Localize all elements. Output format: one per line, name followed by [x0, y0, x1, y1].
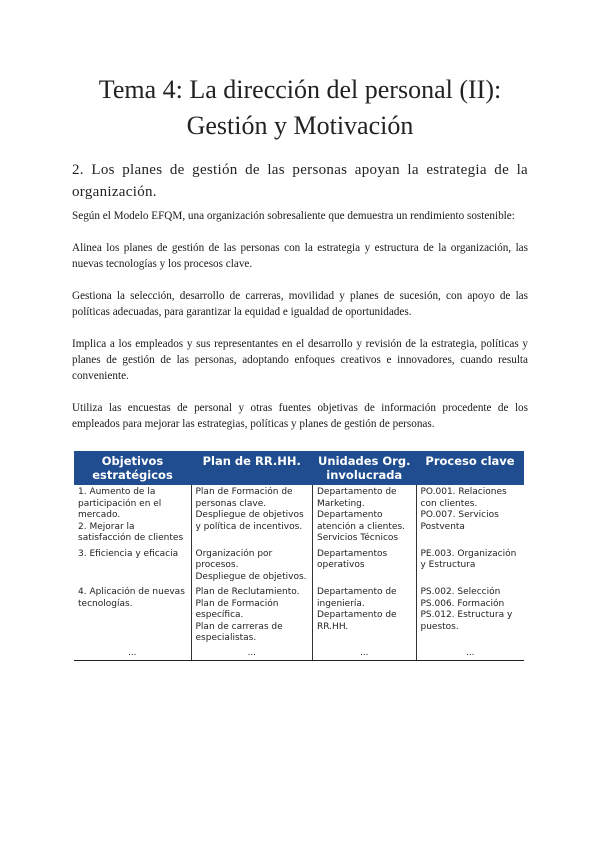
cell-unidades — [313, 485, 417, 548]
cell-objetivos — [74, 586, 191, 648]
header-plan-rrhh: Plan de RR.HH. — [191, 451, 313, 485]
cell-text: PE.003. Organización y Estructura — [420, 548, 517, 570]
cell-text: PS.002. Selección — [420, 587, 501, 597]
cell-text: Departamento atención a clientes. — [317, 510, 405, 532]
intro-paragraph: Según el Modelo EFQM, una organización sobresaliente que demuestra un rendimiento sostenible: — [72, 210, 515, 222]
title-line-2: Gestión y Motivación — [186, 111, 414, 140]
cell-text: 4. Aplicación de nuevas tecnologías. — [78, 587, 185, 609]
cell-unidades — [313, 548, 417, 587]
header-unidades: Unidades Org. involucrada — [313, 451, 417, 485]
page-title — [0, 72, 600, 144]
table-ellipsis-row — [74, 648, 524, 661]
ellipsis-cell: ... — [74, 648, 191, 661]
table-row — [74, 485, 524, 548]
cell-text: PO.007. Servicios Postventa — [420, 510, 499, 532]
cell-objetivos — [74, 485, 191, 548]
table-header-row — [74, 451, 524, 485]
table-body — [74, 485, 524, 660]
table-row — [74, 586, 524, 648]
paragraph-utiliza: Utiliza las encuestas de personal y otras fuentes objetivas de información procedente de los empleados para mejorar las estrategias, políticas y planes de gestión de personas. — [72, 402, 528, 430]
cell-text: Plan de Reclutamiento. — [195, 587, 300, 597]
cell-text: 3. Eficiencia y eficacia — [78, 548, 179, 559]
cell-text: Departamento de RR.HH. — [317, 610, 397, 632]
cell-text: Despliegue de objetivos. — [195, 571, 307, 582]
cell-text: Plan de carreras de especialistas. — [195, 621, 283, 643]
cell-proceso — [416, 586, 524, 648]
cell-plan-rrhh — [191, 586, 313, 648]
paragraph-alinea: Alinea los planes de gestión de las personas con la estrategia y estructura de la organización, las nuevas tecnologías y los procesos clave. — [72, 242, 528, 270]
cell-text: 1. Aumento de la participación en el mercado. — [78, 487, 162, 520]
ellipsis-cell: ... — [313, 648, 417, 661]
cell-unidades — [313, 586, 417, 648]
cell-text: Departamento de Marketing. — [317, 487, 397, 509]
section-heading: 2. Los planes de gestión de las personas apoyan la estrategia de la organización. — [72, 162, 528, 200]
cell-text: Plan de Formación específica. — [195, 598, 279, 620]
cell-text: Departamentos operativos — [317, 548, 388, 570]
cell-text: 2. Mejorar la satisfacción de clientes — [78, 521, 184, 543]
cell-text: PO.001. Relaciones con clientes. — [420, 487, 507, 509]
paragraph-gestiona: Gestiona la selección, desarrollo de carreras, movilidad y planes de sucesión, con apoyo de las políticas adecuadas, para garantizar la equidad e igualdad de oportunidades. — [72, 290, 528, 318]
table-row — [74, 548, 524, 587]
cell-proceso — [416, 485, 524, 548]
strategy-table — [74, 451, 524, 661]
ellipsis-cell: ... — [191, 648, 313, 661]
cell-text: Despliegue de objetivos y política de incentivos. — [195, 510, 304, 532]
header-proceso: Proceso clave — [416, 451, 524, 485]
cell-plan-rrhh — [191, 485, 313, 548]
cell-text: Departamento de ingeniería. — [317, 587, 397, 609]
cell-text: PS.012. Estructura y puestos. — [420, 610, 513, 632]
header-objetivos: Objetivos estratégicos — [74, 451, 191, 485]
cell-objetivos — [74, 548, 191, 587]
ellipsis-cell: ... — [416, 648, 524, 661]
cell-text: Servicios Técnicos — [317, 533, 399, 543]
paragraph-implica: Implica a los empleados y sus representantes en el desarrollo y revisión de la estrategia, políticas y planes de gestión de las personas, adoptando enfoques creativos e innovadores, cuando resulta conveniente. — [72, 338, 528, 382]
cell-text: Plan de Formación de personas clave. — [195, 487, 293, 509]
cell-plan-rrhh — [191, 548, 313, 587]
title-line-1: Tema 4: La dirección del personal (II): — [98, 75, 502, 104]
cell-text: Organización por procesos. — [195, 548, 273, 570]
cell-text: PS.006. Formación — [420, 598, 505, 609]
cell-proceso — [416, 548, 524, 587]
